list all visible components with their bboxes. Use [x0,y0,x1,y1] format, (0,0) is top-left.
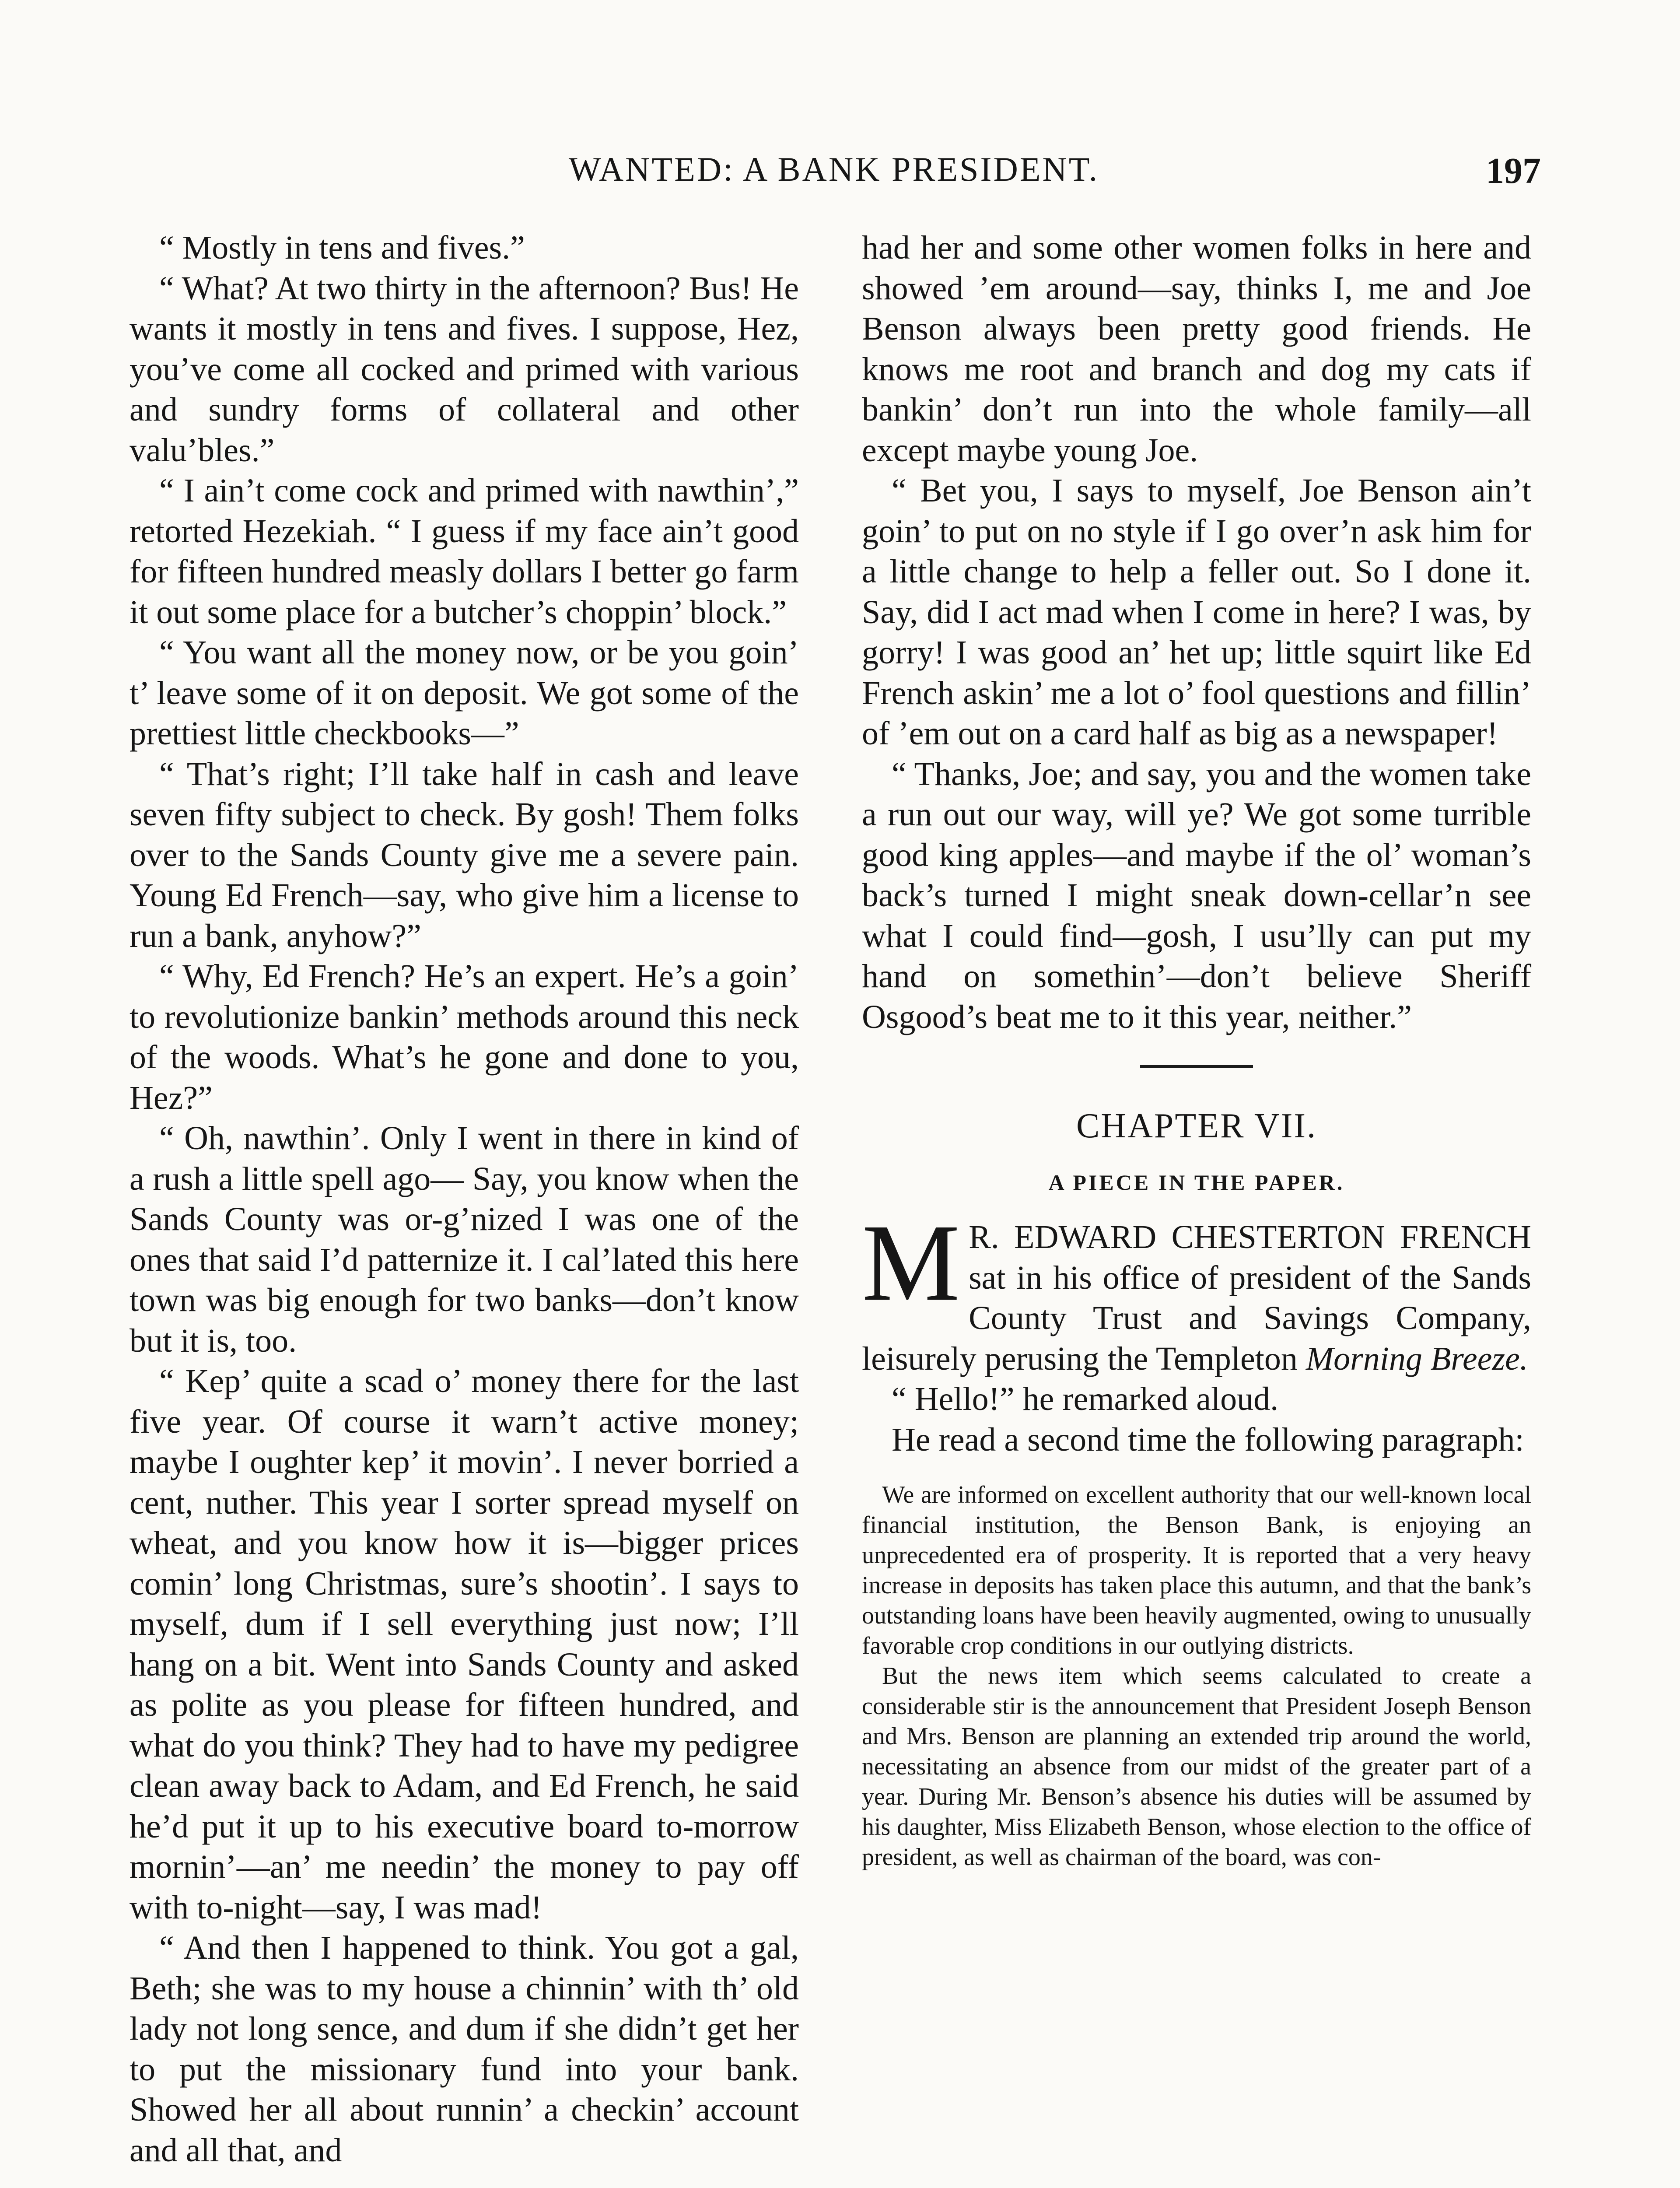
paragraph: “ Bet you, I says to myself, Joe Benson ain’t goin’ to put on no style if I go over’n ask him for a little change to help a feller out. So I done it. Say, did I act mad when I come in here? I was, by gorry! I was good an’ het up; little squirt like Ed French askin’ me a lot o’ fool questions and fillin’ of ’em out on a card half as big as a newspaper! [862,472,1531,752]
chapter-opening-paragraph [862,1201,1531,1379]
running-head [127,150,1541,198]
newspaper-title: Morning Breeze. [1306,1340,1528,1377]
chapter-heading: CHAPTER VII. [1076,1107,1317,1145]
page-title: WANTED: A BANK PRESIDENT. [568,150,1099,188]
paragraph: “ Kep’ quite a scad o’ money there for the last five year. Of course it warn’t active money; maybe I oughter kep’ it movin’. I never borried a cent, nuther. This year I sorter spread myself on wheat, and you know how it is—bigger prices comin’ long Christmas, sure’s shootin’. I says to myself, dum if I sell everything just now; I’ll hang on a bit. Went into Sands County and asked as polite as you please for fifteen hundred, and what do you think? They had to have my pedigree clean away back to Adam, and Ed French, he said he’d put it up to his executive board to-morrow mornin’—an’ me needin’ the money to pay off with to-night—say, I was mad! [130,1363,799,1926]
page-number: 197 [1486,151,1541,191]
left-column [130,228,799,2170]
paragraph: “ Why, Ed French? He’s an expert. He’s a goin’ to revolutionize bankin’ methods around this neck of the woods. What’s he gone and done to you, Hez?” [130,958,799,1116]
newspaper-excerpt [862,1480,1531,1872]
chapter-subtitle: A PIECE IN THE PAPER. [1048,1170,1345,1195]
paragraph: “ What? At two thirty in the afternoon? Bus! He wants it mostly in tens and fives. I suppose, Hez, you’ve come all cocked and primed with various and sundry forms of collateral and other valu’bles.” [130,270,799,469]
paragraph-continuation: had her and some other women folks in here and showed ’em around—say, thinks I, me and Joe Benson always been pretty good friends. He knows me root and branch and dog my cats if bankin’ don’t run into the whole family—all except maybe young Joe. [862,229,1531,469]
paragraph: “ You want all the money now, or be you goin’ t’ leave some of it on deposit. We got some of the prettiest little checkbooks—” [130,634,799,752]
excerpt-paragraph: But the news item which seems calculated to create a considerable stir is the announcement that President Joseph Benson and Mrs. Benson are planning an extended trip around the world, necessitating an absence from our midst of the greater part of a year. During Mr. Benson’s absence his duties will be assumed by his daughter, Miss Elizabeth Benson, whose election to the office of president, as well as chairman of the board, was con- [862,1662,1531,1871]
opening-text: R. EDWARD CHESTERTON FRENCH sat in his office of president of the Sands County Trust and Savings Company, leisurely perusing the Templeton [862,1219,1531,1377]
paragraph: “ I ain’t come cock and primed with nawthin’,” retorted Hezekiah. “ I guess if my face ain’t good for fifteen hundred measly dollars I better go farm it out some place for a butcher’s choppin’ block.” [130,472,799,631]
right-column [862,228,1531,1872]
section-divider [1140,1065,1253,1068]
paragraph: “ Hello!” he remarked aloud. [892,1381,1279,1417]
paragraph: “ Mostly in tens and fives.” [159,229,525,266]
paragraph: “ That’s right; I’ll take half in cash and leave seven fifty subject to check. By gosh! Them folks over to the Sands County give me a severe pain. Young Ed French—say, who give him a license to run a bank, anyhow?” [130,755,799,954]
paragraph: He read a second time the following paragraph: [892,1421,1524,1458]
paragraph: “ Thanks, Joe; and say, you and the women take a run out our way, will ye? We got some turrible good king apples—and maybe if the ol’ woman’s back’s turned I might sneak down-cellar’n see what I could find—gosh, I usu’lly can put my hand on somethin’—don’t believe Sheriff Osgood’s beat me to it this year, neither.” [862,755,1531,1035]
paragraph: “ Oh, nawthin’. Only I went in there in kind of a rush a little spell ago— Say, you know when the Sands County was or-g’nized I was one of the ones that said I’d patternize it. I cal’lated this here town was big enough for two banks—don’t know but it is, too. [130,1120,799,1359]
excerpt-paragraph: We are informed on excellent authority that our well-known local financial institution, the Benson Bank, is enjoying an unprecedented era of prosperity. It is reported that a very heavy increase in deposits has taken place this autumn, and that the bank’s outstanding loans have been heavily augmented, owing to unusually favorable crop conditions in our outlying districts. [862,1481,1531,1659]
paragraph: “ And then I happened to think. You got a gal, Beth; she was to my house a chinnin’ with th’ old lady not long sence, and dum if she didn’t get her to put the missionary fund into your bank. Showed her all about runnin’ a checkin’ account and all that, and [130,1929,799,2169]
drop-cap: M [862,1201,960,1324]
